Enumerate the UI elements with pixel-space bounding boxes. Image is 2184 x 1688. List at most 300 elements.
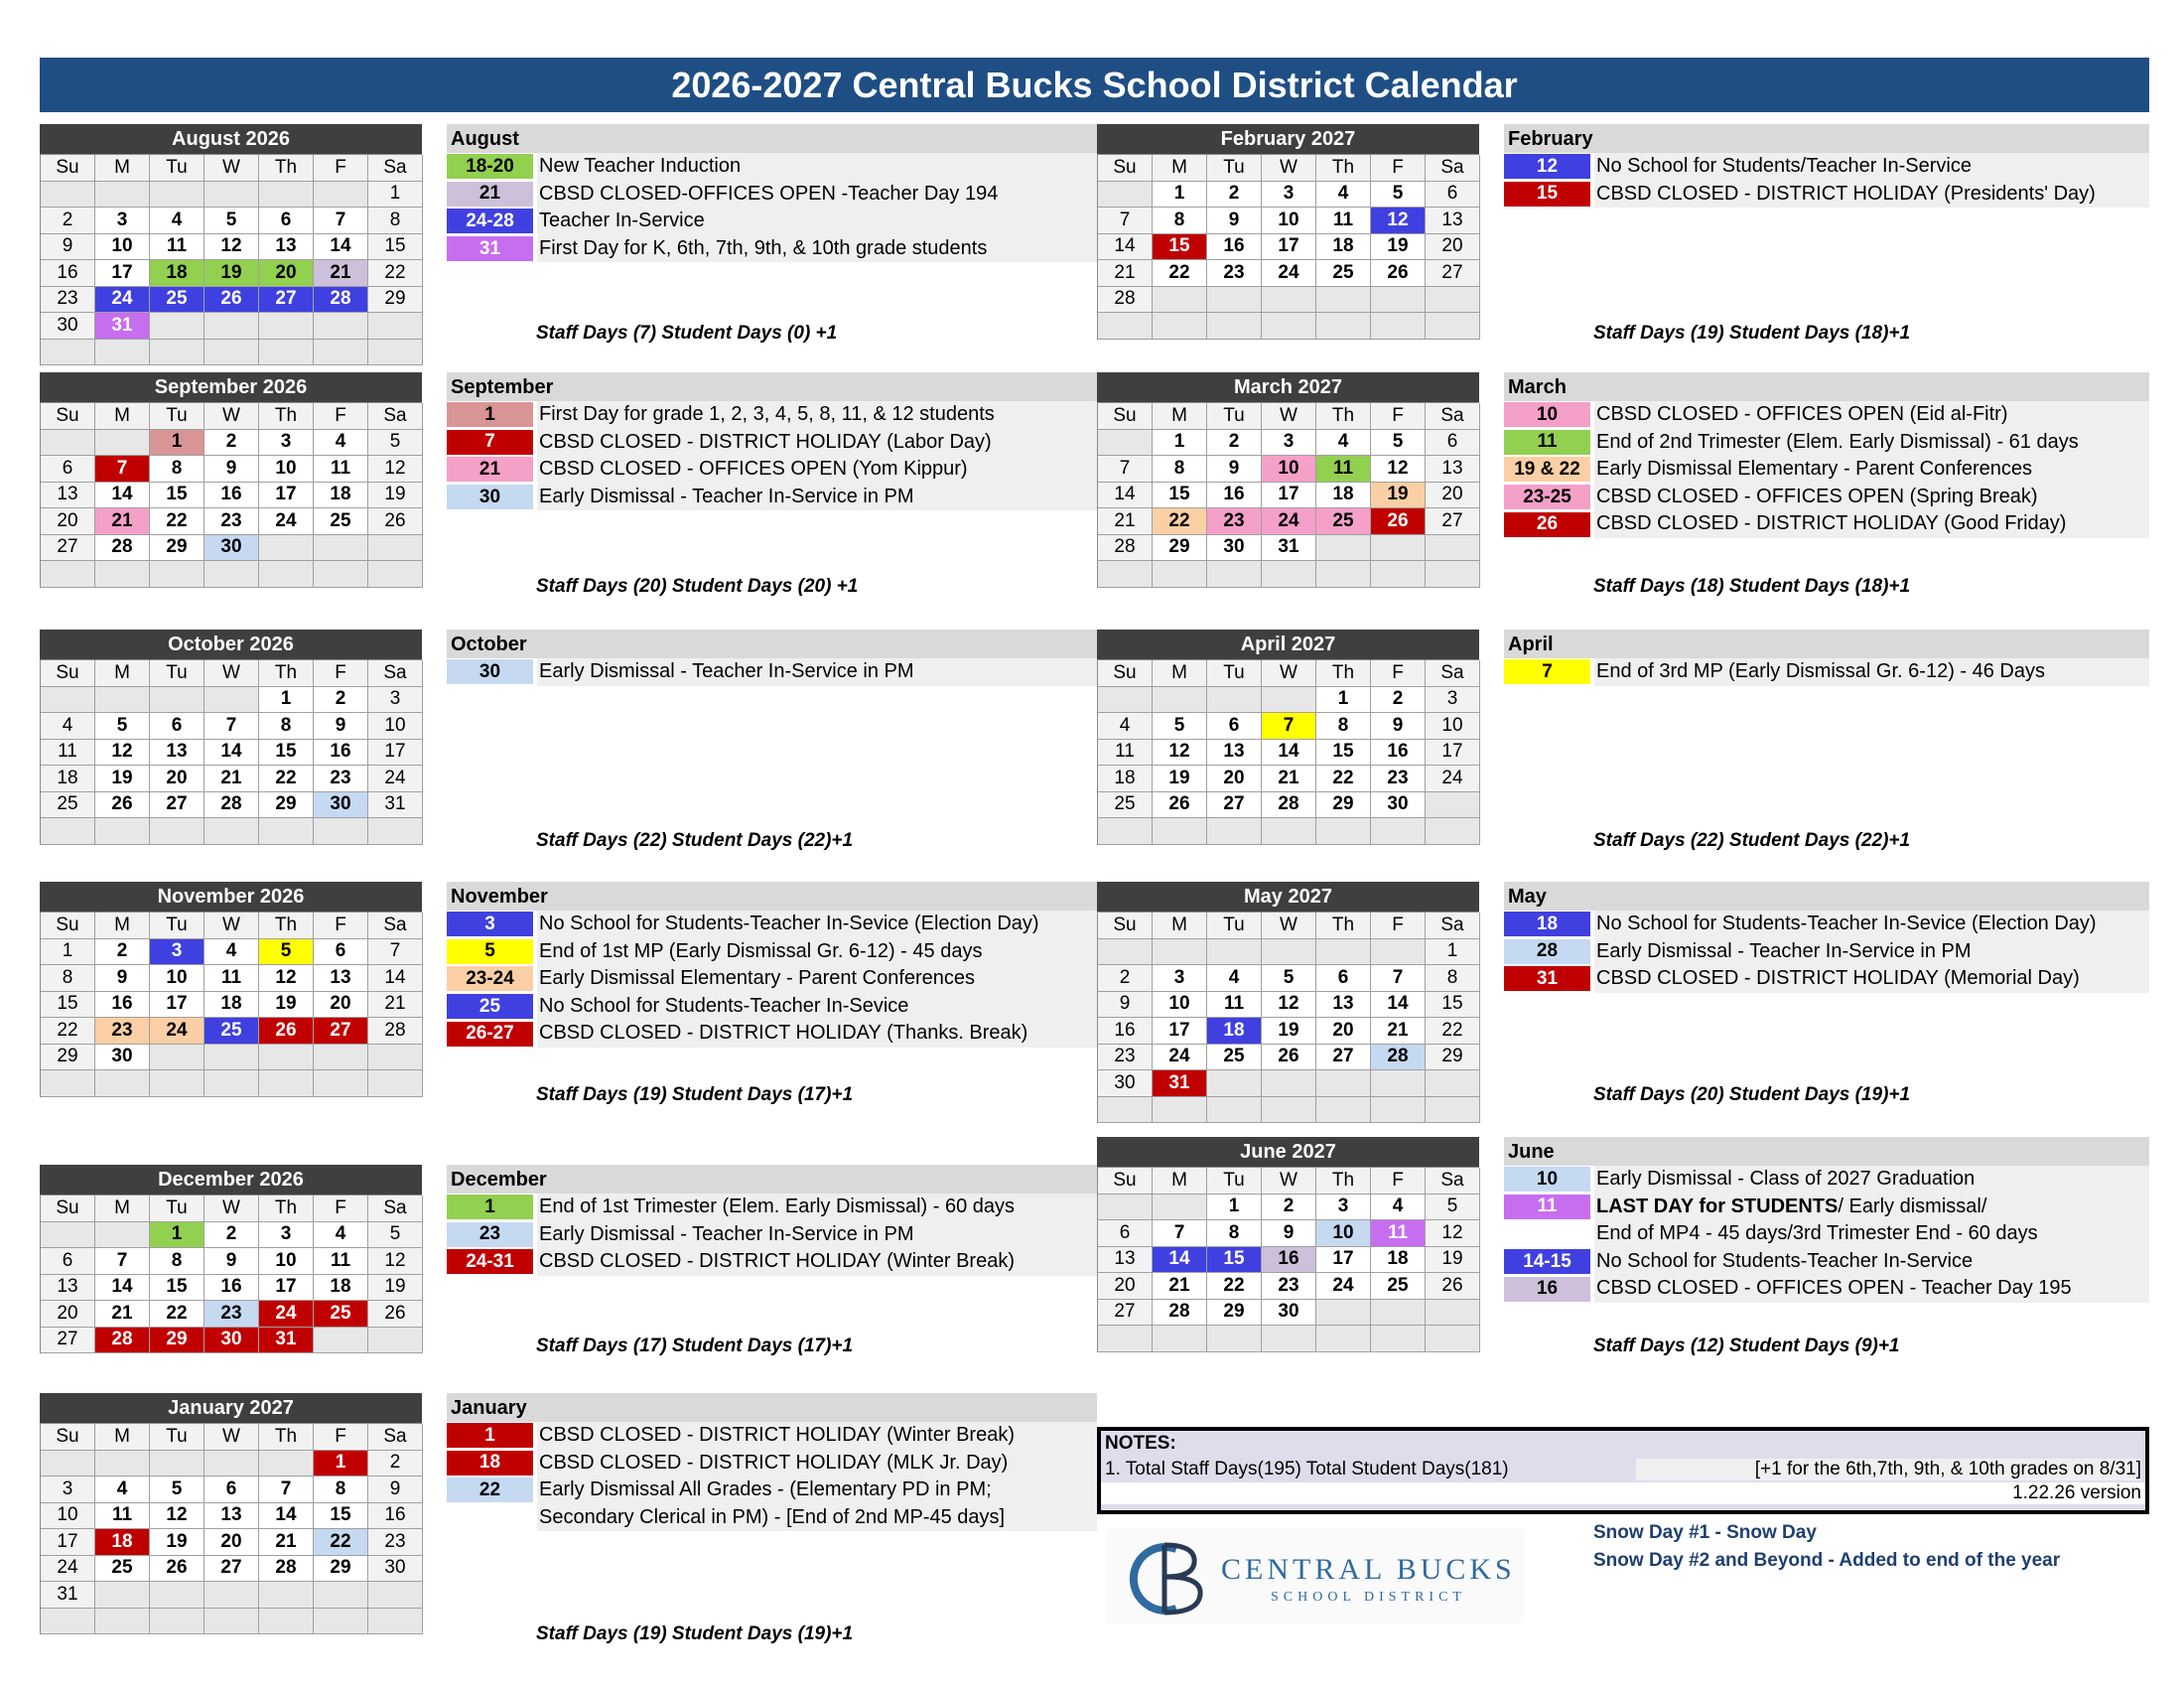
- cb-logo-icon: [1107, 1529, 1524, 1623]
- empty-cell: [1207, 313, 1262, 340]
- empty-cell: [259, 1045, 314, 1071]
- day-cell: 17: [368, 740, 423, 767]
- empty-cell: [1371, 1300, 1426, 1327]
- day-cell: 14: [95, 483, 150, 509]
- event-date-badge: 24-28: [447, 209, 533, 233]
- event-row: [447, 181, 1097, 209]
- empty-cell: [259, 1451, 314, 1477]
- day-cell: 30: [205, 1328, 259, 1354]
- day-cell: 10: [1426, 713, 1480, 740]
- event-description: End of 2nd Trimester (Elem. Early Dismissal) - 61 days: [1594, 429, 2149, 457]
- empty-cell: [314, 1070, 368, 1097]
- event-row: [1504, 429, 2149, 457]
- weekday-header: Th: [1316, 660, 1371, 687]
- day-cell: 22: [1207, 1273, 1262, 1300]
- day-cell: 20: [1098, 1273, 1153, 1300]
- empty-cell: [1262, 287, 1316, 314]
- day-cell: 6: [41, 456, 95, 483]
- notes-line1-right: [+1 for the 6th,7th, 9th, & 10th grades on 8/31]: [1636, 1459, 2141, 1480]
- events-panel: [1504, 124, 2149, 208]
- month-title: December 2026: [40, 1165, 422, 1195]
- weekday-header: Sa: [368, 1424, 423, 1451]
- day-cell: 25: [1316, 260, 1371, 287]
- empty-cell: [1426, 535, 1480, 562]
- empty-cell: [1316, 818, 1371, 845]
- empty-cell: [150, 313, 205, 340]
- event-row: [1504, 456, 2149, 484]
- month-grid: [1097, 402, 1479, 588]
- day-cell: 30: [314, 792, 368, 819]
- empty-cell: [1207, 1097, 1262, 1124]
- empty-cell: [41, 818, 95, 845]
- empty-cell: [95, 1451, 150, 1477]
- day-cell: 7: [259, 1477, 314, 1503]
- day-cell: 31: [95, 313, 150, 340]
- event-description: Early Dismissal Elementary - Parent Conferences: [1594, 456, 2149, 484]
- empty-cell: [1371, 818, 1426, 845]
- weekday-header: W: [205, 913, 259, 939]
- day-cell: 1: [1207, 1195, 1262, 1221]
- event-row: [1504, 401, 2149, 429]
- day-cell: 23: [1262, 1273, 1316, 1300]
- day-cell: 20: [41, 1301, 95, 1328]
- day-cell: 3: [41, 1477, 95, 1503]
- event-row: [1504, 1248, 2149, 1276]
- day-cell: 5: [368, 1222, 423, 1249]
- event-date-badge: 31: [447, 236, 533, 261]
- weekday-header: Sa: [368, 155, 423, 182]
- day-cell: 11: [41, 740, 95, 767]
- day-cell: 12: [1153, 740, 1207, 767]
- day-cell: 25: [1316, 508, 1371, 535]
- event-date-badge: 14-15: [1504, 1249, 1590, 1274]
- empty-cell: [314, 561, 368, 588]
- empty-cell: [41, 1451, 95, 1477]
- day-cell: 24: [1153, 1045, 1207, 1071]
- empty-cell: [95, 1222, 150, 1249]
- day-cell: 4: [1316, 182, 1371, 209]
- month-calendar: [40, 630, 422, 845]
- event-description: CBSD CLOSED - DISTRICT HOLIDAY (Thanks. Break): [537, 1020, 1097, 1048]
- month-grid: [40, 1423, 422, 1634]
- events-month-title: December: [447, 1165, 1097, 1194]
- month-calendar: [1097, 1137, 1479, 1352]
- month-title: May 2027: [1097, 882, 1479, 912]
- weekday-header: Th: [1316, 913, 1371, 939]
- event-row: [447, 1020, 1097, 1048]
- day-cell: 16: [41, 260, 95, 287]
- day-cell: 2: [205, 430, 259, 457]
- month-calendar: [40, 124, 422, 365]
- day-cell: 17: [1153, 1018, 1207, 1045]
- empty-cell: [205, 313, 259, 340]
- day-cell: 5: [1371, 182, 1426, 209]
- snow-day-1: Snow Day #1 - Snow Day: [1593, 1522, 1817, 1543]
- empty-cell: [1316, 313, 1371, 340]
- day-cell: 27: [1426, 260, 1480, 287]
- day-cell: 6: [1316, 965, 1371, 992]
- empty-cell: [1153, 313, 1207, 340]
- day-cell: 1: [1316, 687, 1371, 714]
- day-cell: 24: [1316, 1273, 1371, 1300]
- day-cell: 13: [314, 965, 368, 992]
- empty-cell: [1098, 939, 1153, 966]
- day-cell: 17: [1262, 483, 1316, 509]
- day-cell: 2: [1207, 430, 1262, 457]
- day-cell: 5: [368, 430, 423, 457]
- day-cell: 9: [368, 1477, 423, 1503]
- day-cell: 4: [1371, 1195, 1426, 1221]
- month-title: February 2027: [1097, 124, 1479, 154]
- day-cell: 21: [1153, 1273, 1207, 1300]
- day-cell: 28: [1153, 1300, 1207, 1327]
- day-cell: 29: [150, 535, 205, 562]
- day-cell: 17: [259, 483, 314, 509]
- day-cell: 10: [1316, 1220, 1371, 1247]
- empty-cell: [1426, 1070, 1480, 1097]
- event-date-badge: 10: [1504, 1167, 1590, 1192]
- events-month-title: June: [1504, 1137, 2149, 1166]
- weekday-header: M: [1153, 155, 1207, 182]
- events-panel: [447, 1393, 1097, 1531]
- weekday-header: Th: [259, 403, 314, 430]
- day-cell: 23: [1207, 260, 1262, 287]
- day-cell: 8: [1153, 208, 1207, 234]
- empty-cell: [1153, 561, 1207, 588]
- event-date-badge: 26: [1504, 512, 1590, 537]
- snow-day-2: Snow Day #2 and Beyond - Added to end of the year: [1593, 1550, 2061, 1571]
- empty-cell: [314, 535, 368, 562]
- day-cell: 13: [150, 740, 205, 767]
- day-cell: 28: [1098, 535, 1153, 562]
- weekday-header: Su: [1098, 660, 1153, 687]
- empty-cell: [1262, 313, 1316, 340]
- event-row: [447, 429, 1097, 457]
- day-cell: 2: [1098, 965, 1153, 992]
- day-cell: 8: [150, 1248, 205, 1275]
- empty-cell: [205, 182, 259, 209]
- event-row: [1504, 938, 2149, 966]
- empty-cell: [1098, 313, 1153, 340]
- event-row: [447, 401, 1097, 429]
- empty-cell: [150, 818, 205, 845]
- day-cell: 3: [368, 687, 423, 714]
- weekday-header: Tu: [1207, 1168, 1262, 1195]
- empty-cell: [1426, 792, 1480, 819]
- day-cell: 13: [41, 1275, 95, 1302]
- weekday-header: W: [205, 1424, 259, 1451]
- day-cell: 8: [1316, 713, 1371, 740]
- weekday-header: Sa: [368, 403, 423, 430]
- weekday-header: Su: [1098, 1168, 1153, 1195]
- day-cell: 9: [1371, 713, 1426, 740]
- empty-cell: [205, 340, 259, 366]
- day-cell: 7: [1153, 1220, 1207, 1247]
- month-calendar: [40, 882, 422, 1097]
- day-cell: 19: [1153, 766, 1207, 792]
- empty-cell: [1262, 687, 1316, 714]
- empty-cell: [95, 1582, 150, 1609]
- day-cell: 26: [205, 287, 259, 314]
- day-cell: 18: [314, 1275, 368, 1302]
- event-description: CBSD CLOSED - DISTRICT HOLIDAY (Good Friday): [1594, 510, 2149, 538]
- day-cell: 14: [368, 965, 423, 992]
- month-title: January 2027: [40, 1393, 422, 1423]
- event-date-badge: 11: [1504, 1195, 1590, 1219]
- event-row: [1504, 965, 2149, 993]
- day-cell: 28: [95, 1328, 150, 1354]
- day-cell: 25: [150, 287, 205, 314]
- day-cell: 31: [259, 1328, 314, 1354]
- staff-student-days: Staff Days (22) Student Days (22)+1: [1593, 830, 1911, 851]
- weekday-header: Th: [259, 155, 314, 182]
- day-cell: 1: [1153, 430, 1207, 457]
- event-date-badge: 10: [1504, 402, 1590, 427]
- event-row: [447, 153, 1097, 181]
- empty-cell: [368, 1070, 423, 1097]
- empty-cell: [1207, 1326, 1262, 1352]
- empty-cell: [205, 687, 259, 714]
- weekday-header: M: [1153, 913, 1207, 939]
- day-cell: 10: [1153, 992, 1207, 1019]
- weekday-header: F: [1371, 1168, 1426, 1195]
- day-cell: 29: [314, 1556, 368, 1583]
- event-description: CBSD CLOSED - DISTRICT HOLIDAY (Labor Day): [537, 429, 1097, 457]
- day-cell: 15: [1153, 234, 1207, 261]
- day-cell: 3: [1316, 1195, 1371, 1221]
- event-date-badge: 23: [447, 1222, 533, 1247]
- day-cell: 7: [95, 1248, 150, 1275]
- day-cell: 22: [314, 1529, 368, 1556]
- events-panel: [1504, 1137, 2149, 1303]
- weekday-header: W: [205, 660, 259, 687]
- notes-version: 1.22.26 version: [1101, 1482, 2145, 1504]
- weekday-header: Sa: [1426, 913, 1480, 939]
- day-cell: 19: [368, 483, 423, 509]
- day-cell: 25: [314, 1301, 368, 1328]
- day-cell: 5: [95, 713, 150, 740]
- empty-cell: [368, 535, 423, 562]
- empty-cell: [1207, 939, 1262, 966]
- day-cell: 16: [1371, 740, 1426, 767]
- day-cell: 11: [95, 1503, 150, 1530]
- events-month-title: October: [447, 630, 1097, 658]
- notes-box: [1097, 1427, 2149, 1514]
- day-cell: 7: [1262, 713, 1316, 740]
- empty-cell: [150, 1045, 205, 1071]
- month-grid: [40, 154, 422, 365]
- day-cell: 23: [368, 1529, 423, 1556]
- day-cell: 28: [1262, 792, 1316, 819]
- weekday-header: Su: [1098, 913, 1153, 939]
- event-description: No School for Students-Teacher In-Sevice (Election Day): [1594, 911, 2149, 938]
- empty-cell: [1426, 1097, 1480, 1124]
- events-panel: [447, 630, 1097, 686]
- day-cell: 8: [41, 965, 95, 992]
- day-cell: 17: [95, 260, 150, 287]
- weekday-header: M: [95, 1424, 150, 1451]
- day-cell: 13: [205, 1503, 259, 1530]
- day-cell: 2: [205, 1222, 259, 1249]
- day-cell: 4: [1207, 965, 1262, 992]
- day-cell: 5: [150, 1477, 205, 1503]
- empty-cell: [1153, 939, 1207, 966]
- day-cell: 14: [314, 234, 368, 261]
- empty-cell: [1426, 287, 1480, 314]
- event-description: CBSD CLOSED - OFFICES OPEN - Teacher Day 195: [1594, 1275, 2149, 1303]
- day-cell: 31: [1153, 1070, 1207, 1097]
- weekday-header: Tu: [150, 155, 205, 182]
- weekday-header: Th: [1316, 1168, 1371, 1195]
- weekday-header: Tu: [1207, 155, 1262, 182]
- day-cell: 25: [41, 792, 95, 819]
- empty-cell: [1153, 687, 1207, 714]
- weekday-header: Tu: [1207, 660, 1262, 687]
- empty-cell: [205, 1070, 259, 1097]
- day-cell: 2: [368, 1451, 423, 1477]
- day-cell: 23: [41, 287, 95, 314]
- day-cell: 17: [259, 1275, 314, 1302]
- staff-student-days: Staff Days (7) Student Days (0) +1: [536, 323, 838, 344]
- event-date-badge: 25: [447, 994, 533, 1019]
- empty-cell: [314, 340, 368, 366]
- empty-cell: [259, 340, 314, 366]
- empty-cell: [368, 340, 423, 366]
- day-cell: 18: [1316, 483, 1371, 509]
- empty-cell: [1098, 818, 1153, 845]
- weekday-header: F: [314, 155, 368, 182]
- day-cell: 21: [95, 1301, 150, 1328]
- day-cell: 24: [1262, 260, 1316, 287]
- day-cell: 6: [314, 939, 368, 966]
- day-cell: 20: [150, 766, 205, 792]
- day-cell: 9: [41, 234, 95, 261]
- day-cell: 15: [368, 234, 423, 261]
- empty-cell: [1153, 1326, 1207, 1352]
- day-cell: 21: [1371, 1018, 1426, 1045]
- day-cell: 29: [1207, 1300, 1262, 1327]
- day-cell: 17: [1426, 740, 1480, 767]
- day-cell: 6: [1426, 182, 1480, 209]
- day-cell: 14: [1153, 1247, 1207, 1274]
- empty-cell: [1098, 561, 1153, 588]
- empty-cell: [1426, 818, 1480, 845]
- day-cell: 9: [314, 713, 368, 740]
- day-cell: 2: [41, 208, 95, 234]
- day-cell: 19: [259, 992, 314, 1019]
- day-cell: 17: [150, 992, 205, 1019]
- day-cell: 28: [1371, 1045, 1426, 1071]
- event-row: [1504, 1275, 2149, 1303]
- weekday-header: F: [314, 1196, 368, 1222]
- day-cell: 28: [368, 1018, 423, 1045]
- empty-cell: [1262, 939, 1316, 966]
- month-calendar: [1097, 372, 1479, 588]
- event-row: [447, 208, 1097, 235]
- day-cell: 5: [1371, 430, 1426, 457]
- day-cell: 23: [205, 508, 259, 535]
- events-panel: [447, 1165, 1097, 1276]
- day-cell: 4: [205, 939, 259, 966]
- day-cell: 15: [1153, 483, 1207, 509]
- day-cell: 11: [314, 456, 368, 483]
- day-cell: 16: [1098, 1018, 1153, 1045]
- day-cell: 5: [1426, 1195, 1480, 1221]
- day-cell: 10: [41, 1503, 95, 1530]
- weekday-header: Th: [259, 660, 314, 687]
- event-description: End of 3rd MP (Early Dismissal Gr. 6-12) - 46 Days: [1594, 658, 2149, 686]
- weekday-header: W: [1262, 913, 1316, 939]
- month-grid: [1097, 912, 1479, 1123]
- month-calendar: [40, 1165, 422, 1353]
- empty-cell: [150, 561, 205, 588]
- events-month-title: February: [1504, 124, 2149, 153]
- day-cell: 13: [41, 483, 95, 509]
- event-row: [1504, 153, 2149, 181]
- day-cell: 2: [1371, 687, 1426, 714]
- event-row: [447, 965, 1097, 993]
- empty-cell: [1098, 1326, 1153, 1352]
- day-cell: 24: [259, 1301, 314, 1328]
- day-cell: 26: [1426, 1273, 1480, 1300]
- empty-cell: [314, 1609, 368, 1635]
- month-title: March 2027: [1097, 372, 1479, 402]
- day-cell: 9: [205, 1248, 259, 1275]
- day-cell: 30: [1098, 1070, 1153, 1097]
- day-cell: 4: [1098, 713, 1153, 740]
- events-month-title: January: [447, 1393, 1097, 1422]
- day-cell: 23: [95, 1018, 150, 1045]
- event-row: [447, 938, 1097, 966]
- event-description: No School for Students-Teacher In-Sevice (Election Day): [537, 911, 1097, 938]
- day-cell: 24: [1426, 766, 1480, 792]
- empty-cell: [150, 1582, 205, 1609]
- day-cell: 6: [1098, 1220, 1153, 1247]
- day-cell: 22: [1316, 766, 1371, 792]
- empty-cell: [1371, 287, 1426, 314]
- day-cell: 20: [314, 992, 368, 1019]
- weekday-header: Th: [259, 1196, 314, 1222]
- event-description: CBSD CLOSED - DISTRICT HOLIDAY (Presidents' Day): [1594, 181, 2149, 209]
- empty-cell: [1426, 1326, 1480, 1352]
- day-cell: 15: [41, 992, 95, 1019]
- day-cell: 17: [1316, 1247, 1371, 1274]
- weekday-header: F: [314, 913, 368, 939]
- empty-cell: [205, 1045, 259, 1071]
- event-description: Early Dismissal - Teacher In-Service in PM: [537, 658, 1097, 686]
- event-row: [1504, 658, 2149, 686]
- day-cell: 21: [1098, 508, 1153, 535]
- empty-cell: [1262, 561, 1316, 588]
- empty-cell: [205, 1609, 259, 1635]
- empty-cell: [1098, 1097, 1153, 1124]
- empty-cell: [1316, 1326, 1371, 1352]
- day-cell: 22: [150, 508, 205, 535]
- day-cell: 4: [314, 1222, 368, 1249]
- month-calendar: [1097, 882, 1479, 1123]
- weekday-header: Tu: [1207, 403, 1262, 430]
- day-cell: 14: [1262, 740, 1316, 767]
- month-title: June 2027: [1097, 1137, 1479, 1167]
- event-row: [1504, 181, 2149, 209]
- day-cell: 19: [95, 766, 150, 792]
- day-cell: 16: [205, 483, 259, 509]
- weekday-header: M: [95, 155, 150, 182]
- day-cell: 14: [95, 1275, 150, 1302]
- event-row: [447, 993, 1097, 1021]
- event-row: [447, 235, 1097, 263]
- event-date-badge: 12: [1504, 154, 1590, 179]
